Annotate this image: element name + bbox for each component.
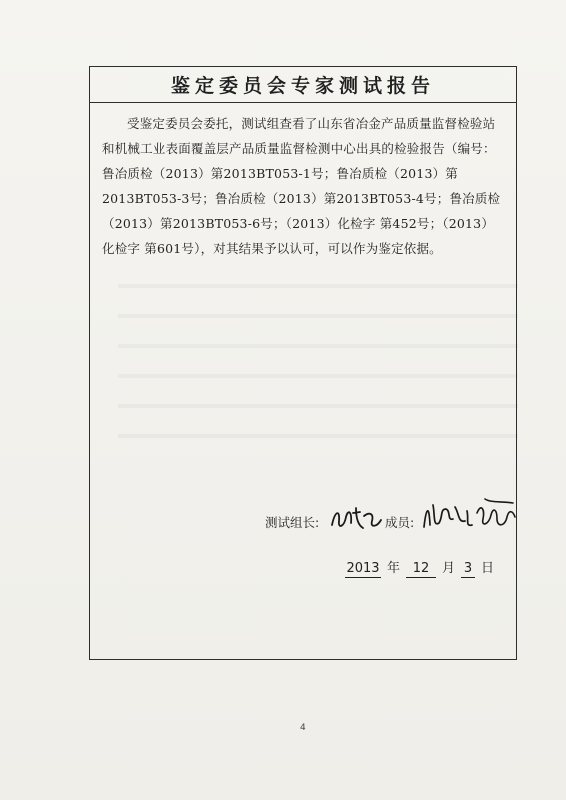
body-paragraph: 受鉴定委员会委托，测试组查看了山东省冶金产品质量监督检验站和机械工业表面覆盖层产品质量监督检测中心出具的检验报告（编号：鲁冶质检（2013）第2013BT053-1号；鲁冶质检（2013）第2013BT053-3号；鲁冶质检（2013）第2013BT053-4号；鲁冶质检（2013）第2013BT053-6号；（2013）化检字 第452号；（2013）化检字 第601号），对其结果予以认可，可以作为鉴定依据。 <box>102 116 501 256</box>
date-year-unit: 年 <box>387 561 401 576</box>
member-signatures-icon <box>421 497 517 535</box>
member-label: 成员: <box>385 515 415 530</box>
date-day: 3 <box>461 560 475 578</box>
title-band <box>90 67 516 103</box>
date-month: 12 <box>406 560 436 578</box>
report-date <box>345 557 494 578</box>
leader-label: 测试组长: <box>265 515 320 530</box>
date-year: 2013 <box>346 561 380 576</box>
report-body <box>102 111 504 261</box>
leader-signature-icon <box>329 503 383 533</box>
date-day-unit: 日 <box>481 561 495 576</box>
date-month-unit: 月 <box>442 561 456 576</box>
signature-line <box>265 501 515 541</box>
page-number: 4 <box>300 723 306 733</box>
report-title: 鉴定委员会专家测试报告 <box>170 75 435 97</box>
report-frame <box>89 66 517 660</box>
